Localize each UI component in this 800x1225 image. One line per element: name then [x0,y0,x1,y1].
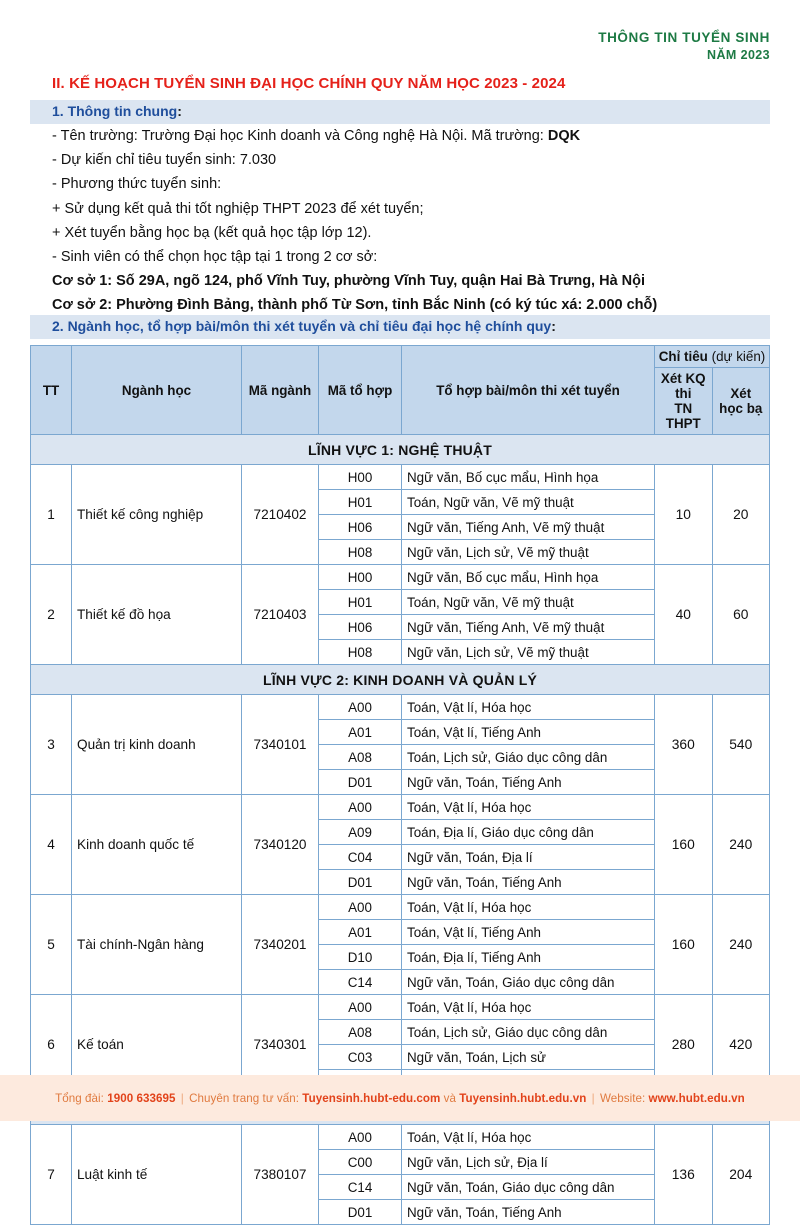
cell-ma-to-hop: C03 [319,1045,402,1070]
cell-to-hop-subjects: Toán, Vật lí, Tiếng Anh [402,720,655,745]
footer-bar [0,1075,800,1121]
cell-nganh-hoc: Kế toán [72,995,242,1095]
cell-to-hop-subjects: Toán, Vật lí, Hóa học [402,995,655,1020]
cell-to-hop-subjects: Ngữ văn, Bố cục mẩu, Hình họa [402,565,655,590]
cell-to-hop-subjects: Ngữ văn, Toán, Tiếng Anh [402,770,655,795]
cell-ma-to-hop: A08 [319,1020,402,1045]
cell-quota-hoc-ba: 204 [712,1125,770,1225]
cell-nganh-hoc: Thiết kế công nghiệp [72,465,242,565]
col-header-tt: TT [31,346,72,435]
masthead [598,30,770,64]
masthead-line2: NĂM 2023 [707,47,770,62]
cell-quota-thpt: 40 [655,565,713,665]
cell-ma-nganh: 7340101 [242,695,319,795]
cell-quota-thpt: 360 [655,695,713,795]
cell-ma-to-hop: H01 [319,490,402,515]
cell-ma-nganh: 7210402 [242,465,319,565]
cell-to-hop-subjects: Toán, Lịch sử, Giáo dục công dân [402,745,655,770]
footer-website-value[interactable]: www.hubt.edu.vn [648,1091,745,1105]
cell-ma-to-hop: H01 [319,590,402,615]
cell-to-hop-subjects: Toán, Vật lí, Hóa học [402,1125,655,1150]
cell-to-hop-subjects: Toán, Lịch sử, Giáo dục công dân [402,1020,655,1045]
campus-2-line: Cơ sở 2: Phường Đình Bảng, thành phố Từ Sơn, tỉnh Bắc Ninh (có ký túc xá: 2.000 chỗ) [52,297,658,314]
cell-to-hop-subjects: Ngữ văn, Toán, Lịch sử [402,1045,655,1070]
table-row [31,1125,770,1150]
cell-tt: 1 [31,465,72,565]
section-1-heading-band [30,100,770,124]
cell-ma-nganh: 7340301 [242,995,319,1095]
table-section-title: LĨNH VỰC 1: NGHỆ THUẬT [31,435,770,465]
table-header-row [31,346,770,368]
section-2-heading-text: 2. Ngành học, tổ hợp bài/môn thi xét tuyển và chỉ tiêu đại học hệ chính quy [52,318,552,334]
cell-to-hop-subjects: Ngữ văn, Bố cục mẩu, Hình họa [402,465,655,490]
cell-to-hop-subjects: Toán, Vật lí, Hóa học [402,795,655,820]
cell-to-hop-subjects: Ngữ văn, Lịch sử, Vẽ mỹ thuật [402,640,655,665]
table-row [31,465,770,490]
cell-quota-hoc-ba: 420 [712,995,770,1095]
xet-hb-line2: học bạ [719,401,763,416]
cell-ma-to-hop: D01 [319,1200,402,1225]
cell-quota-thpt: 136 [655,1125,713,1225]
cell-ma-to-hop: H08 [319,540,402,565]
info-line [52,124,772,148]
cell-ma-to-hop: A08 [319,745,402,770]
col-header-chi-tieu-group [655,346,770,368]
section-2-heading [52,318,556,334]
section-2-heading-colon: : [551,318,556,334]
campus-1-line: Cơ sở 1: Số 29A, ngõ 124, phố Vĩnh Tuy, phường Vĩnh Tuy, quận Hai Bà Trưng, Hà Nội [52,273,646,290]
cell-quota-hoc-ba: 540 [712,695,770,795]
col-header-ma-to-hop: Mã tổ hợp [319,346,402,435]
col-header-xet-kq-thi [655,368,713,435]
cell-nganh-hoc: Quản trị kinh doanh [72,695,242,795]
cell-tt: 4 [31,795,72,895]
cell-ma-to-hop: H00 [319,565,402,590]
cell-ma-to-hop: A00 [319,895,402,920]
cell-tt: 2 [31,565,72,665]
table-section-header-row [31,665,770,695]
cell-ma-nganh: 7340120 [242,795,319,895]
section-1-heading-colon: : [177,103,182,119]
cell-ma-to-hop: H08 [319,640,402,665]
cell-quota-thpt: 160 [655,895,713,995]
cell-ma-to-hop: A00 [319,695,402,720]
table-row [31,565,770,590]
cell-quota-thpt: 10 [655,465,713,565]
cell-nganh-hoc: Thiết kế đồ họa [72,565,242,665]
table-row [31,995,770,1020]
cell-nganh-hoc: Tài chính-Ngân hàng [72,895,242,995]
section-2-heading-band [30,315,770,339]
footer-hotline-label: Tổng đài: [55,1091,108,1105]
cell-ma-to-hop: A09 [319,820,402,845]
school-code: DQK [547,128,581,144]
col-header-xet-hoc-ba [712,368,770,435]
chi-tieu-label: Chỉ tiêu [658,349,708,364]
xet-kq-line1: Xét KQ thi [660,371,706,401]
table-row [31,895,770,920]
footer-sep-1: | [177,1091,188,1105]
footer-and-word: và [440,1091,460,1105]
cell-ma-to-hop: C00 [319,1150,402,1175]
section-1-heading [52,103,182,119]
table-section-title: LĨNH VỰC 2: KINH DOANH VÀ QUẢN LÝ [31,665,770,695]
cell-quota-hoc-ba: 240 [712,895,770,995]
cell-ma-nganh: 7380107 [242,1125,319,1225]
cell-ma-to-hop: H06 [319,615,402,640]
cell-to-hop-subjects: Ngữ văn, Tiếng Anh, Vẽ mỹ thuật [402,515,655,540]
table-row [31,695,770,720]
general-info-block [52,124,772,318]
cell-tt: 3 [31,695,72,795]
cell-tt: 7 [31,1125,72,1225]
chi-tieu-note: (dự kiến) [711,349,766,364]
info-line-text: - Tên trường: Trường Đại học Kinh doanh và Công nghệ Hà Nội. Mã trường: [52,128,548,144]
cell-ma-nganh: 7340201 [242,895,319,995]
col-header-to-hop-bai: Tổ hợp bài/môn thi xét tuyển [402,346,655,435]
cell-to-hop-subjects: Ngữ văn, Toán, Giáo dục công dân [402,1175,655,1200]
page-title: II. KẾ HOẠCH TUYỂN SINH ĐẠI HỌC CHÍNH QUY NĂM HỌC 2023 - 2024 [52,75,566,92]
info-line: - Phương thức tuyển sinh: [52,176,222,193]
cell-ma-to-hop: D01 [319,870,402,895]
cell-quota-hoc-ba: 240 [712,795,770,895]
col-header-ma-nganh: Mã ngành [242,346,319,435]
section-1-heading-text: 1. Thông tin chung [52,103,178,119]
cell-to-hop-subjects: Toán, Ngữ văn, Vẽ mỹ thuật [402,490,655,515]
cell-ma-to-hop: A01 [319,920,402,945]
cell-ma-to-hop: C14 [319,970,402,995]
cell-nganh-hoc: Luật kinh tế [72,1125,242,1225]
cell-ma-to-hop: A00 [319,795,402,820]
cell-ma-to-hop: D10 [319,945,402,970]
footer-contact-text [55,1092,745,1105]
footer-website-label: Website: [599,1091,649,1105]
cell-ma-to-hop: H00 [319,465,402,490]
footer-hotline-value: 1900 633695 [107,1091,176,1105]
footer-sep-2: | [588,1091,598,1105]
cell-tt: 6 [31,995,72,1095]
cell-tt: 5 [31,895,72,995]
cell-ma-to-hop: A00 [319,995,402,1020]
cell-to-hop-subjects: Toán, Vật lí, Tiếng Anh [402,920,655,945]
xet-hb-line1: Xét [730,386,752,401]
info-line: - Sinh viên có thể chọn học tập tại 1 trong 2 cơ sở: [52,249,378,266]
footer-site-1[interactable]: Tuyensinh.hubt-edu.com [302,1091,441,1105]
cell-to-hop-subjects: Ngữ văn, Toán, Tiếng Anh [402,870,655,895]
cell-nganh-hoc: Kinh doanh quốc tế [72,795,242,895]
cell-to-hop-subjects: Toán, Ngữ văn, Vẽ mỹ thuật [402,590,655,615]
info-line: + Sử dụng kết quả thi tốt nghiệp THPT 2023 để xét tuyển; [52,200,424,217]
footer-consult-label: Chuyên trang tư vấn: [189,1091,303,1105]
table-row [31,795,770,820]
cell-to-hop-subjects: Ngữ văn, Toán, Tiếng Anh [402,1200,655,1225]
cell-quota-hoc-ba: 60 [712,565,770,665]
cell-to-hop-subjects: Ngữ văn, Lịch sử, Vẽ mỹ thuật [402,540,655,565]
cell-to-hop-subjects: Toán, Vật lí, Hóa học [402,695,655,720]
cell-quota-thpt: 280 [655,995,713,1095]
cell-ma-to-hop: C04 [319,845,402,870]
cell-quota-hoc-ba: 20 [712,465,770,565]
cell-ma-to-hop: H06 [319,515,402,540]
cell-ma-to-hop: A00 [319,1125,402,1150]
cell-to-hop-subjects: Ngữ văn, Lịch sử, Địa lí [402,1150,655,1175]
info-line: - Dự kiến chỉ tiêu tuyển sinh: 7.030 [52,152,277,169]
col-header-nganh-hoc: Ngành học [72,346,242,435]
cell-ma-to-hop: C14 [319,1175,402,1200]
cell-to-hop-subjects: Ngữ văn, Toán, Địa lí [402,845,655,870]
footer-site-2[interactable]: Tuyensinh.hubt.edu.vn [459,1091,587,1105]
table-section-header-row [31,435,770,465]
cell-ma-to-hop: D01 [319,770,402,795]
table-head [31,346,770,435]
cell-quota-thpt: 160 [655,795,713,895]
cell-ma-to-hop: A01 [319,720,402,745]
info-line: + Xét tuyển bằng học bạ (kết quả học tập lớp 12). [52,224,372,241]
cell-to-hop-subjects: Toán, Địa lí, Giáo dục công dân [402,820,655,845]
cell-ma-nganh: 7210403 [242,565,319,665]
cell-to-hop-subjects: Ngữ văn, Tiếng Anh, Vẽ mỹ thuật [402,615,655,640]
cell-to-hop-subjects: Toán, Vật lí, Hóa học [402,895,655,920]
cell-to-hop-subjects: Toán, Địa lí, Tiếng Anh [402,945,655,970]
cell-to-hop-subjects: Ngữ văn, Toán, Giáo dục công dân [402,970,655,995]
masthead-line1: THÔNG TIN TUYỂN SINH [598,30,770,45]
xet-kq-line2: TN THPT [665,401,701,431]
